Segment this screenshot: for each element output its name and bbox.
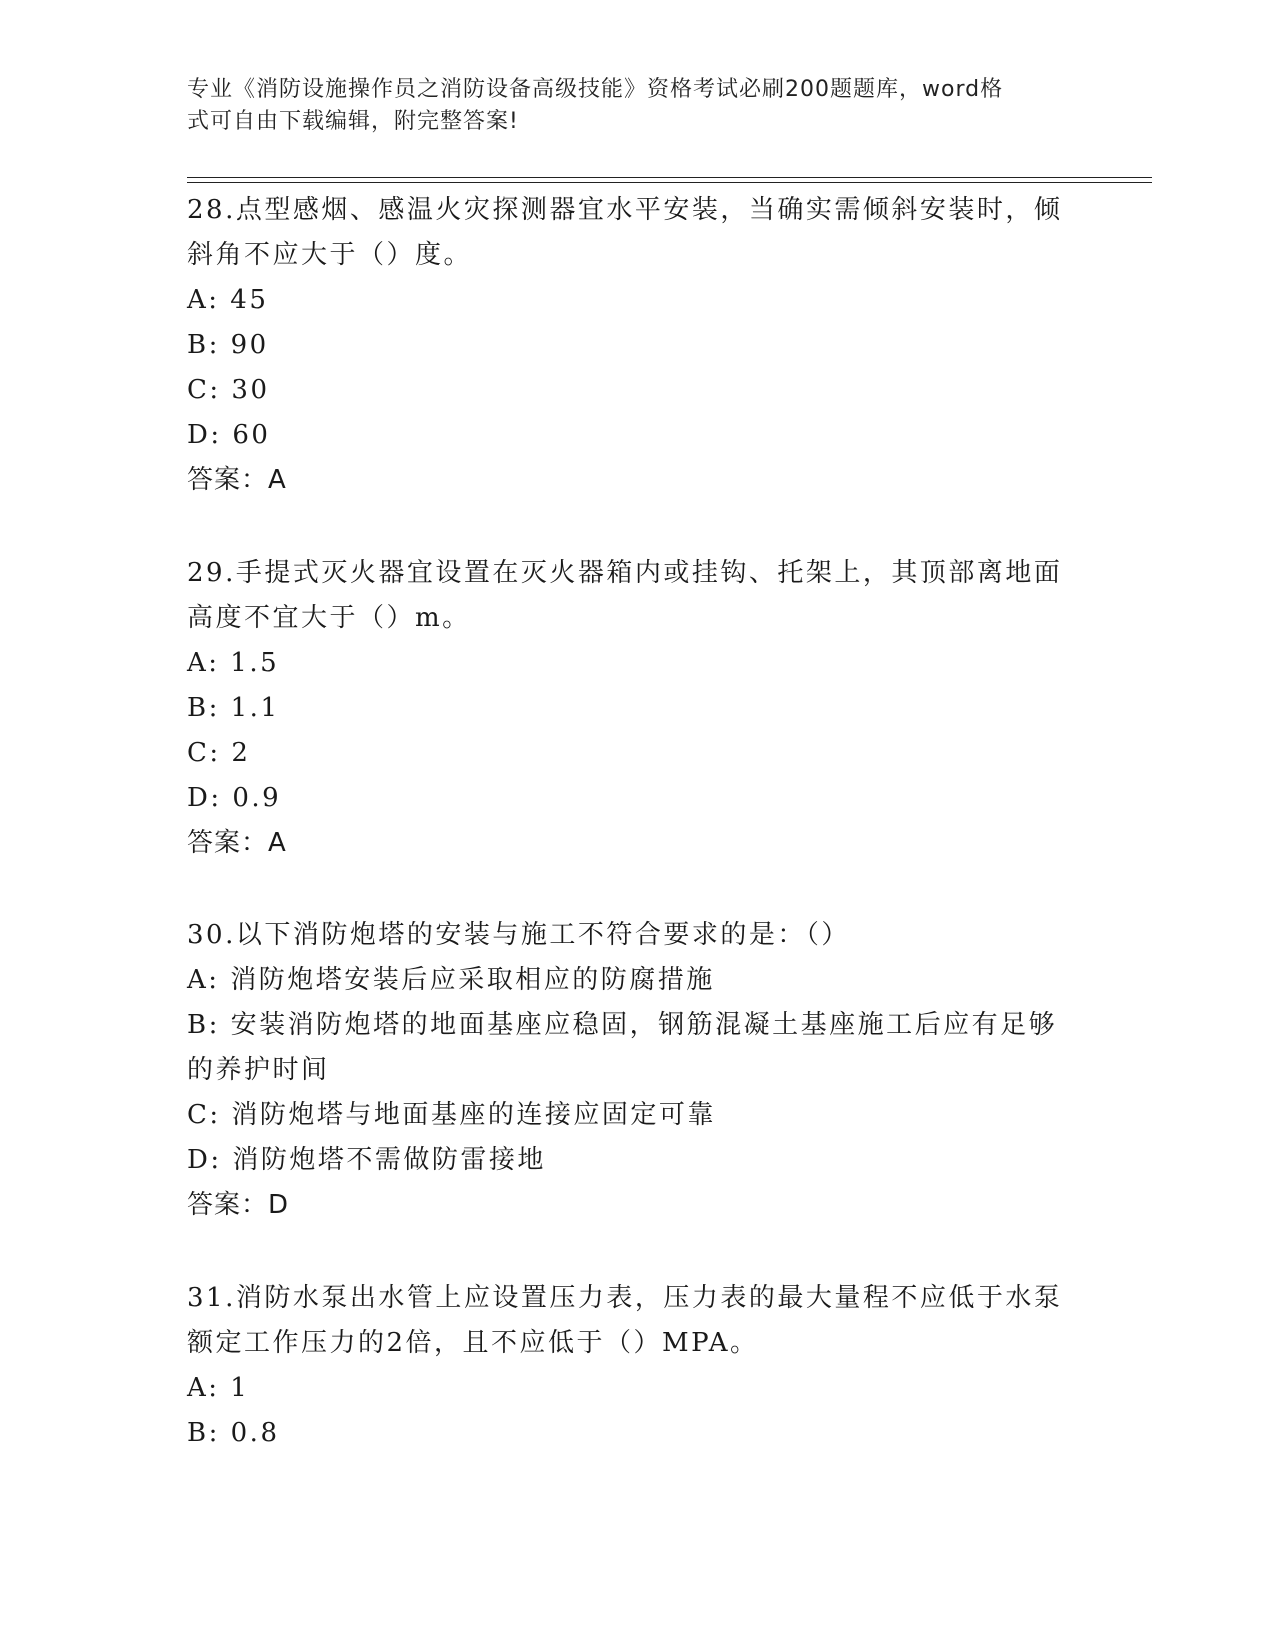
header-divider-top [187,177,1152,178]
option-c: C: 30 [187,375,270,405]
option-b: B: 0.8 [187,1418,280,1448]
option-b: B: 安装消防炮塔的地面基座应稳固，钢筋混凝土基座施工后应有足够 [187,1010,1058,1040]
question-stem-continued: 额定工作压力的2倍，且不应低于（）MPA。 [187,1328,759,1358]
option-d: D: 0.9 [187,783,282,813]
option-c: C: 消防炮塔与地面基座的连接应固定可靠 [187,1100,716,1130]
option-a: A: 1.5 [187,648,280,678]
answer: 答案：D [187,1190,290,1220]
option-a: A: 1 [187,1373,250,1403]
question-stem: 31.消防水泵出水管上应设置压力表，压力表的最大量程不应低于水泵 [187,1283,1063,1313]
option-a: A: 45 [187,285,269,315]
question-30 [187,913,1077,1228]
answer: 答案：A [187,465,287,495]
option-c: C: 2 [187,738,251,768]
question-stem-continued: 斜角不应大于（）度。 [187,240,473,270]
document-header [187,74,1067,138]
option-b: B: 90 [187,330,269,360]
question-28 [187,188,1077,503]
answer: 答案：A [187,828,287,858]
question-31 [187,1276,1077,1456]
option-a: A: 消防炮塔安装后应采取相应的防腐措施 [187,965,715,995]
header-divider-bottom [187,182,1152,183]
question-stem: 29.手提式灭火器宜设置在灭火器箱内或挂钩、托架上，其顶部离地面 [187,558,1063,588]
question-stem: 28.点型感烟、感温火灾探测器宜水平安装，当确实需倾斜安装时，倾 [187,195,1063,225]
option-d: D: 60 [187,420,271,450]
question-stem-continued: 高度不宜大于（）m。 [187,603,471,633]
question-stem: 30.以下消防炮塔的安装与施工不符合要求的是：（） [187,920,850,950]
option-d: D: 消防炮塔不需做防雷接地 [187,1145,546,1175]
question-29 [187,551,1077,866]
header-line-2: 式可自由下载编辑，附完整答案! [187,109,519,134]
option-b-continued: 的养护时间 [187,1055,330,1085]
option-b: B: 1.1 [187,693,280,723]
header-line-1: 专业《消防设施操作员之消防设备高级技能》资格考试必刷200题题库，word格 [187,77,1004,102]
